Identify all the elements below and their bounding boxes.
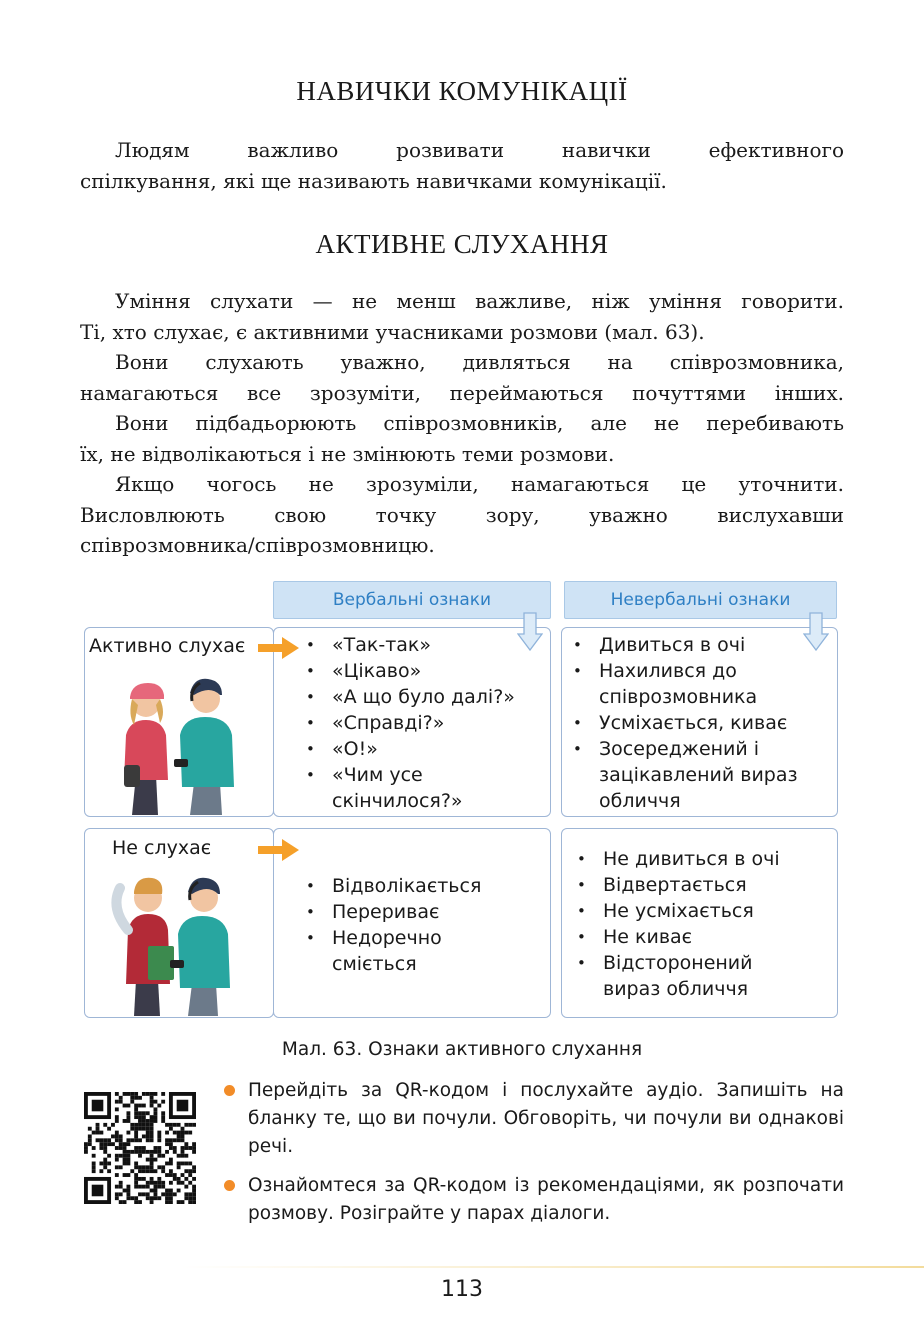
list-item: • Зосереджений і зацікавлений вираз обличчя (569, 736, 831, 814)
figure-caption (0, 1039, 924, 1060)
list-item: • Перериває (302, 899, 542, 925)
list-item: • «О!» (302, 736, 542, 762)
list-active-verbal (302, 632, 542, 814)
subsection-heading: АКТИВНЕ СЛУХАННЯ (315, 229, 609, 259)
label-active-listens: Активно слухає (89, 635, 246, 657)
list-passive-verbal (302, 873, 542, 977)
paragraph-1-line-2: Ті, хто слухає, є активними учасниками розмови (мал. 63). (80, 319, 705, 344)
list-item: • «А що було далі?» (302, 684, 542, 710)
list-item: • Нахилився до співрозмовника (569, 658, 831, 710)
list-item: • Відсторонений вираз обличчя (573, 950, 778, 1002)
list-passive-nonverbal (573, 846, 833, 1002)
qr-code-icon[interactable] (84, 1092, 196, 1204)
paragraph-2-line-2: намагаються все зрозуміти, переймаються почуттями інших. (80, 380, 844, 405)
orange-bullet-icon (224, 1180, 235, 1191)
teens-not-listening-illustration (104, 868, 244, 1016)
list-item: • «Так-так» (302, 632, 542, 658)
paragraph-4-line-2: Висловлюють свою точку зору, уважно вислухавши (80, 502, 844, 527)
list-item: • Усміхається, киває (569, 710, 831, 736)
page-number: 113 (441, 1277, 483, 1302)
list-item: • Не киває (573, 924, 833, 950)
footer-divider (180, 1266, 924, 1268)
paragraph-4-line-1: Якщо чогось не зрозуміли, намагаються це уточнити. (115, 472, 844, 496)
task-2: Ознайомтеся за QR-кодом із рекомендаціями, як розпочати розмову. Розіграйте у парах діалоги. (248, 1175, 844, 1224)
list-item: • Дивиться в очі (569, 632, 831, 658)
intro-line-2: спілкування, які ще називають навичками комунікації. (80, 168, 667, 193)
active-listening-text (80, 286, 844, 561)
list-active-nonverbal (569, 632, 831, 814)
section-heading: НАВИЧКИ КОМУНІКАЦІЇ (296, 76, 628, 106)
paragraph-1-line-1: Уміння слухати — не менш важливе, ніж уміння говорити. (115, 289, 844, 313)
task-1: Перейдіть за QR-кодом і послухайте аудіо. Запишіть на бланку те, що ви почули. Обговоріть, чи почули ви однакові речі. (248, 1080, 844, 1157)
paragraph-2-line-1: Вони слухають уважно, дивляться на співрозмовника, (115, 350, 844, 374)
arrow-right-icon (258, 636, 300, 660)
paragraph-3-line-2: їх, не відволікаються і не змінюють теми розмови. (80, 441, 615, 466)
label-not-listening: Не слухає (112, 837, 212, 859)
list-item: • Недоречно сміється (302, 925, 482, 977)
arrow-right-icon (258, 838, 300, 862)
list-item: • Відволікається (302, 873, 542, 899)
list-item: • «Справді?» (302, 710, 542, 736)
header-nonverbal-signs: Невербальні ознаки (564, 581, 837, 619)
paragraph-4-line-3: співрозмовника/співрозмовницю. (80, 533, 435, 557)
list-item: • Відвертається (573, 872, 833, 898)
list-item: • Не усміхається (573, 898, 833, 924)
list-item: • «Чим усе скінчилося?» (302, 762, 482, 814)
list-item: • «Цікаво» (302, 658, 542, 684)
figure-caption-text: Мал. 63. Ознаки активного слухання (281, 1039, 643, 1060)
intro-paragraph (80, 135, 844, 196)
header-verbal-signs: Вербальні ознаки (273, 581, 551, 619)
list-item: • Не дивиться в очі (573, 846, 833, 872)
teens-talking-illustration (110, 665, 250, 815)
orange-bullet-icon (224, 1085, 235, 1096)
paragraph-3-line-1: Вони підбадьорюють співрозмовників, але не перебивають (115, 411, 844, 435)
intro-line-1: Людям важливо розвивати навички ефективного (115, 138, 844, 162)
